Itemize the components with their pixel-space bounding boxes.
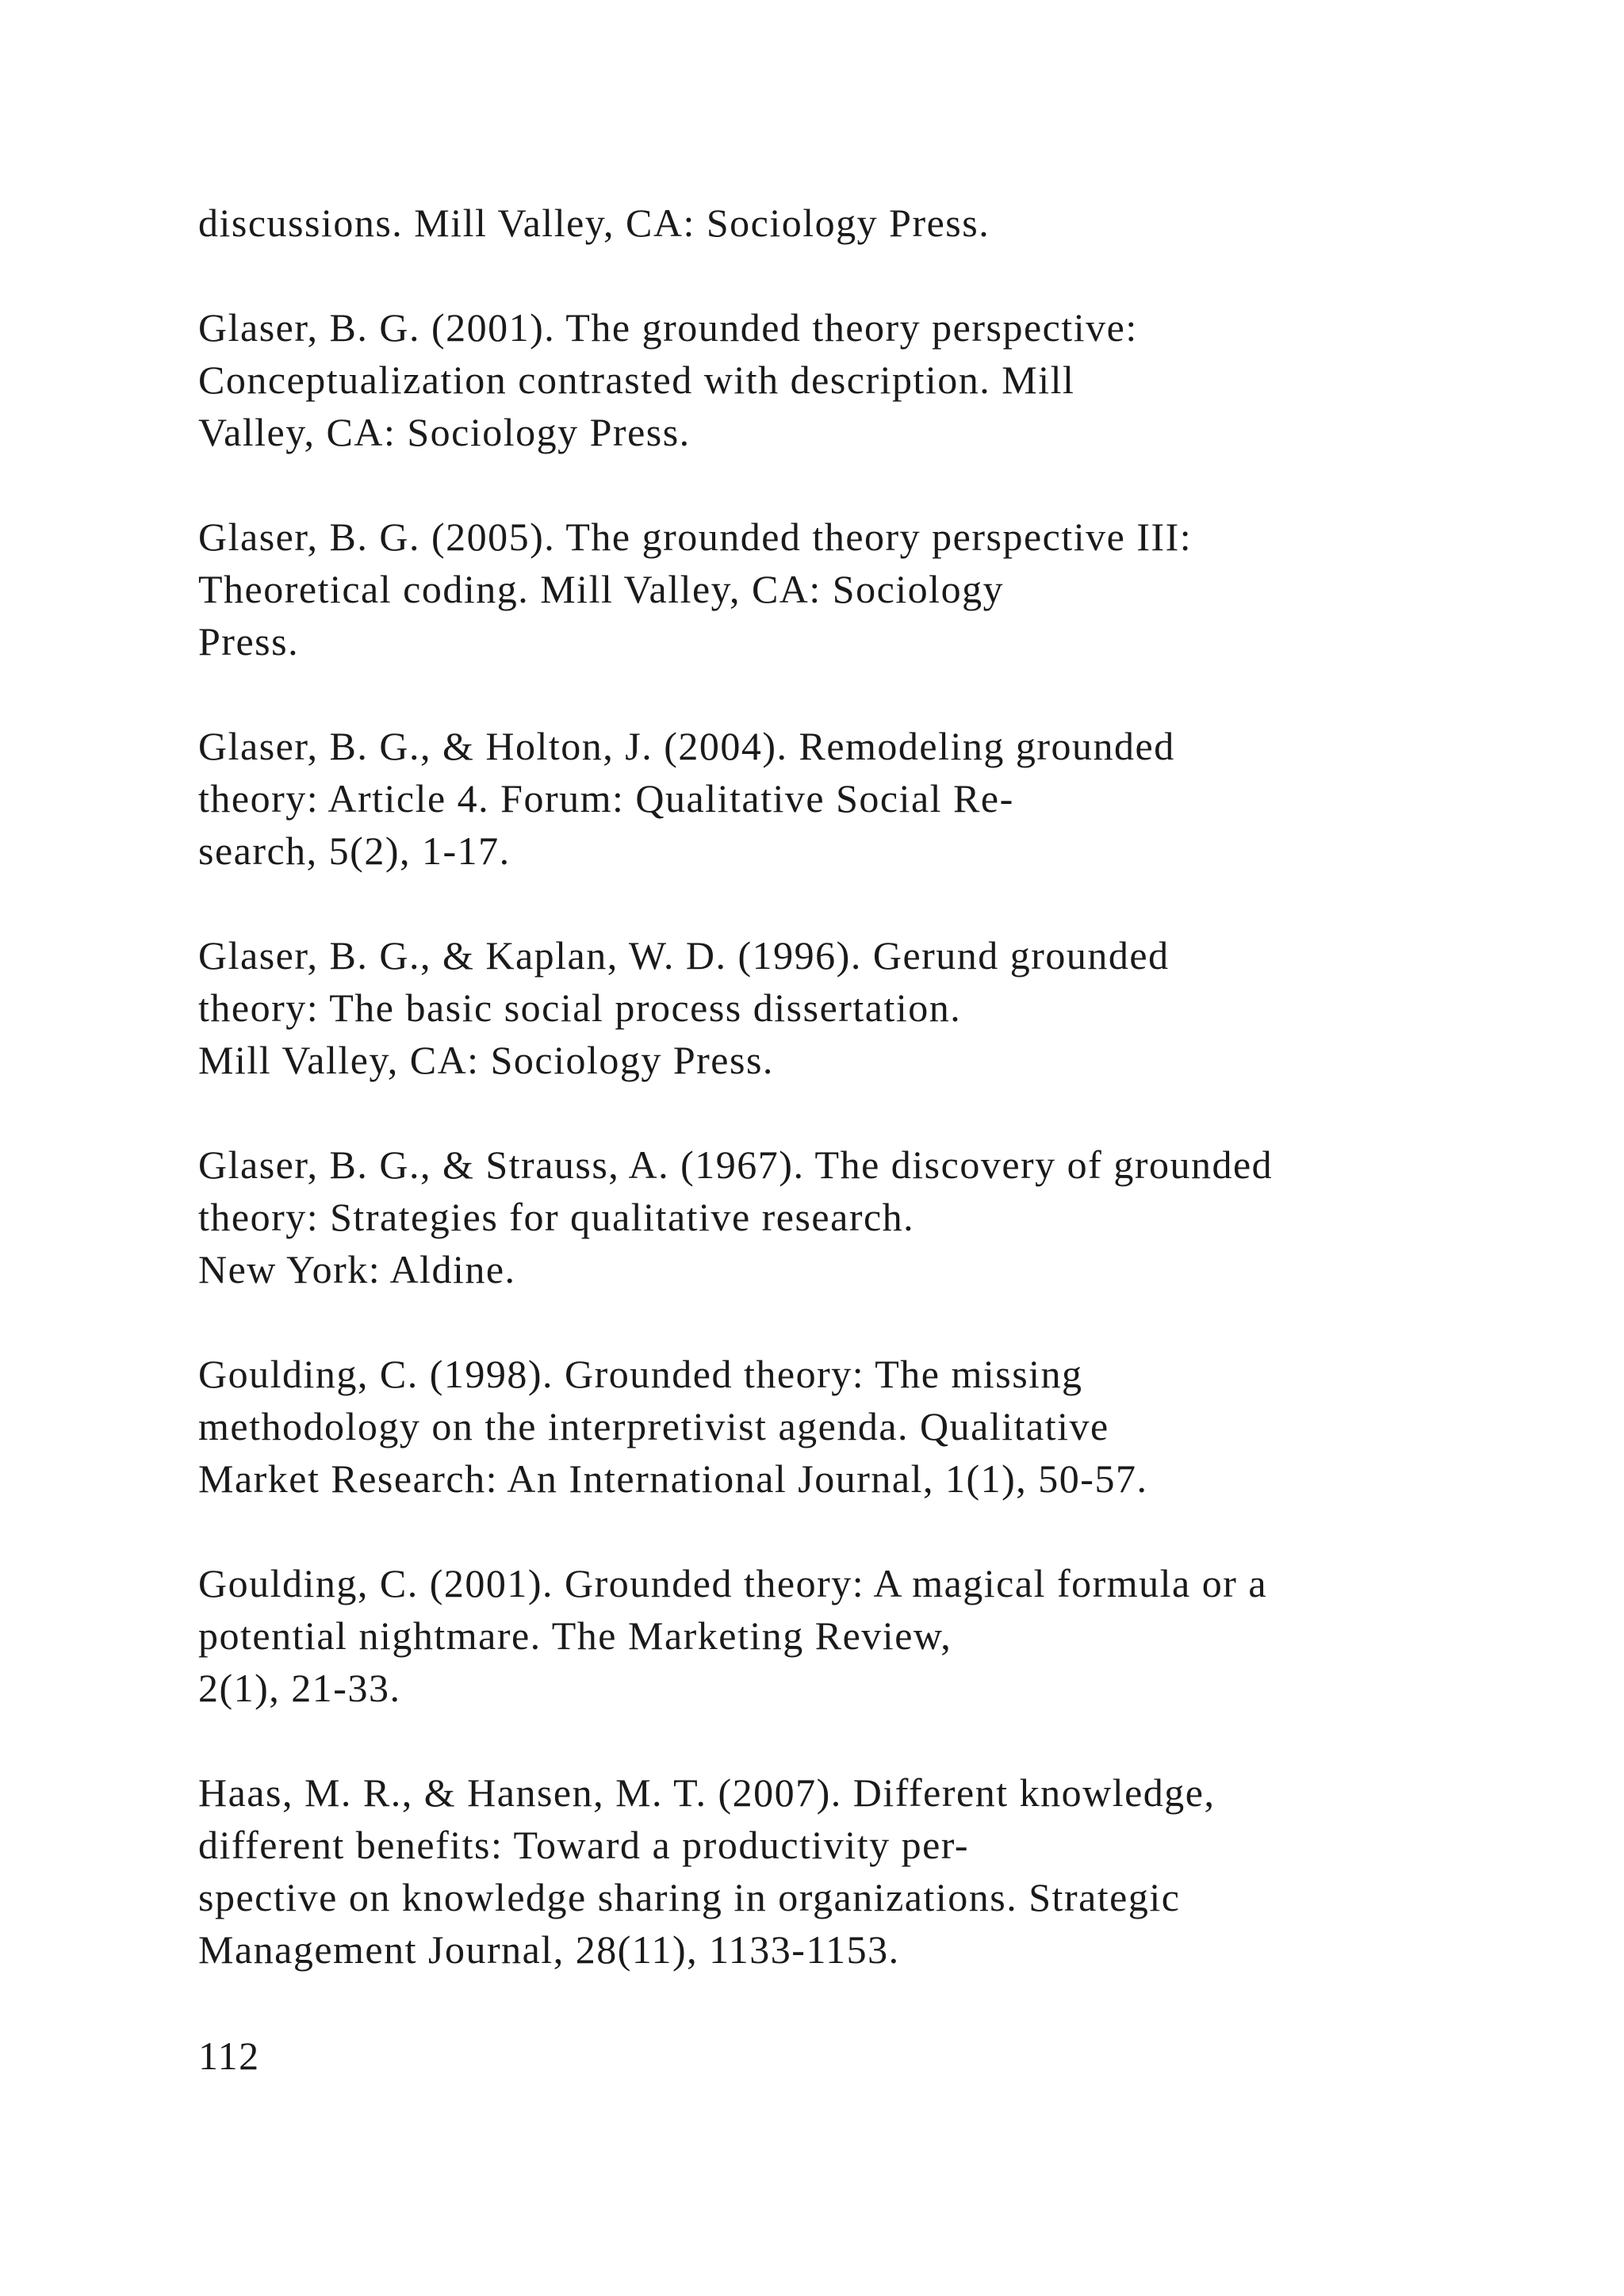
reference-line: New York: Aldine. — [198, 1247, 516, 1292]
page-number: 112 — [198, 2034, 260, 2078]
reference-entry — [198, 1138, 1562, 1295]
reference-line: 2(1), 21-33. — [198, 1666, 401, 1710]
reference-entry — [198, 1557, 1562, 1714]
reference-entry — [198, 929, 1562, 1086]
reference-line: different benefits: Toward a productivity per- — [198, 1823, 970, 1867]
reference-entry — [198, 720, 1562, 877]
reference-line: Haas, M. R., & Hansen, M. T. (2007). Different knowledge, — [198, 1770, 1216, 1815]
reference-entry — [198, 197, 1562, 249]
reference-line: Management Journal, 28(11), 1133-1153. — [198, 1927, 900, 1972]
reference-entry — [198, 1348, 1562, 1505]
reference-line: theory: Strategies for qualitative research. — [198, 1195, 915, 1239]
reference-list — [198, 197, 1562, 2028]
reference-line: theory: Article 4. Forum: Qualitative Social Re- — [198, 776, 1014, 821]
reference-line: methodology on the interpretivist agenda. Qualitative — [198, 1404, 1109, 1448]
reference-line: potential nightmare. The Marketing Review, — [198, 1613, 952, 1658]
reference-line: Market Research: An International Journal, 1(1), 50-57. — [198, 1456, 1148, 1501]
reference-line: Press. — [198, 619, 300, 664]
reference-line: Glaser, B. G., & Holton, J. (2004). Remodeling grounded — [198, 724, 1175, 768]
reference-line: theory: The basic social process dissertation. — [198, 985, 962, 1030]
reference-line: discussions. Mill Valley, CA: Sociology Press. — [198, 201, 990, 245]
reference-line: Mill Valley, CA: Sociology Press. — [198, 1038, 774, 1082]
reference-line: Glaser, B. G. (2001). The grounded theory perspective: — [198, 305, 1138, 350]
reference-entry — [198, 1766, 1562, 1976]
reference-line: Goulding, C. (2001). Grounded theory: A magical formula or a — [198, 1561, 1268, 1605]
reference-line: search, 5(2), 1-17. — [198, 828, 511, 873]
reference-line: Conceptualization contrasted with description. Mill — [198, 358, 1075, 402]
reference-line: Glaser, B. G., & Strauss, A. (1967). The discovery of grounded — [198, 1142, 1274, 1187]
reference-line: Theoretical coding. Mill Valley, CA: Sociology — [198, 567, 1005, 611]
reference-line: Valley, CA: Sociology Press. — [198, 410, 691, 454]
reference-line: Glaser, B. G., & Kaplan, W. D. (1996). Gerund grounded — [198, 933, 1170, 978]
reference-entry — [198, 301, 1562, 458]
reference-line: Glaser, B. G. (2005). The grounded theory perspective III: — [198, 515, 1193, 559]
reference-line: spective on knowledge sharing in organizations. Strategic — [198, 1875, 1181, 1919]
reference-line: Goulding, C. (1998). Grounded theory: The missing — [198, 1352, 1083, 1396]
reference-entry — [198, 511, 1562, 668]
